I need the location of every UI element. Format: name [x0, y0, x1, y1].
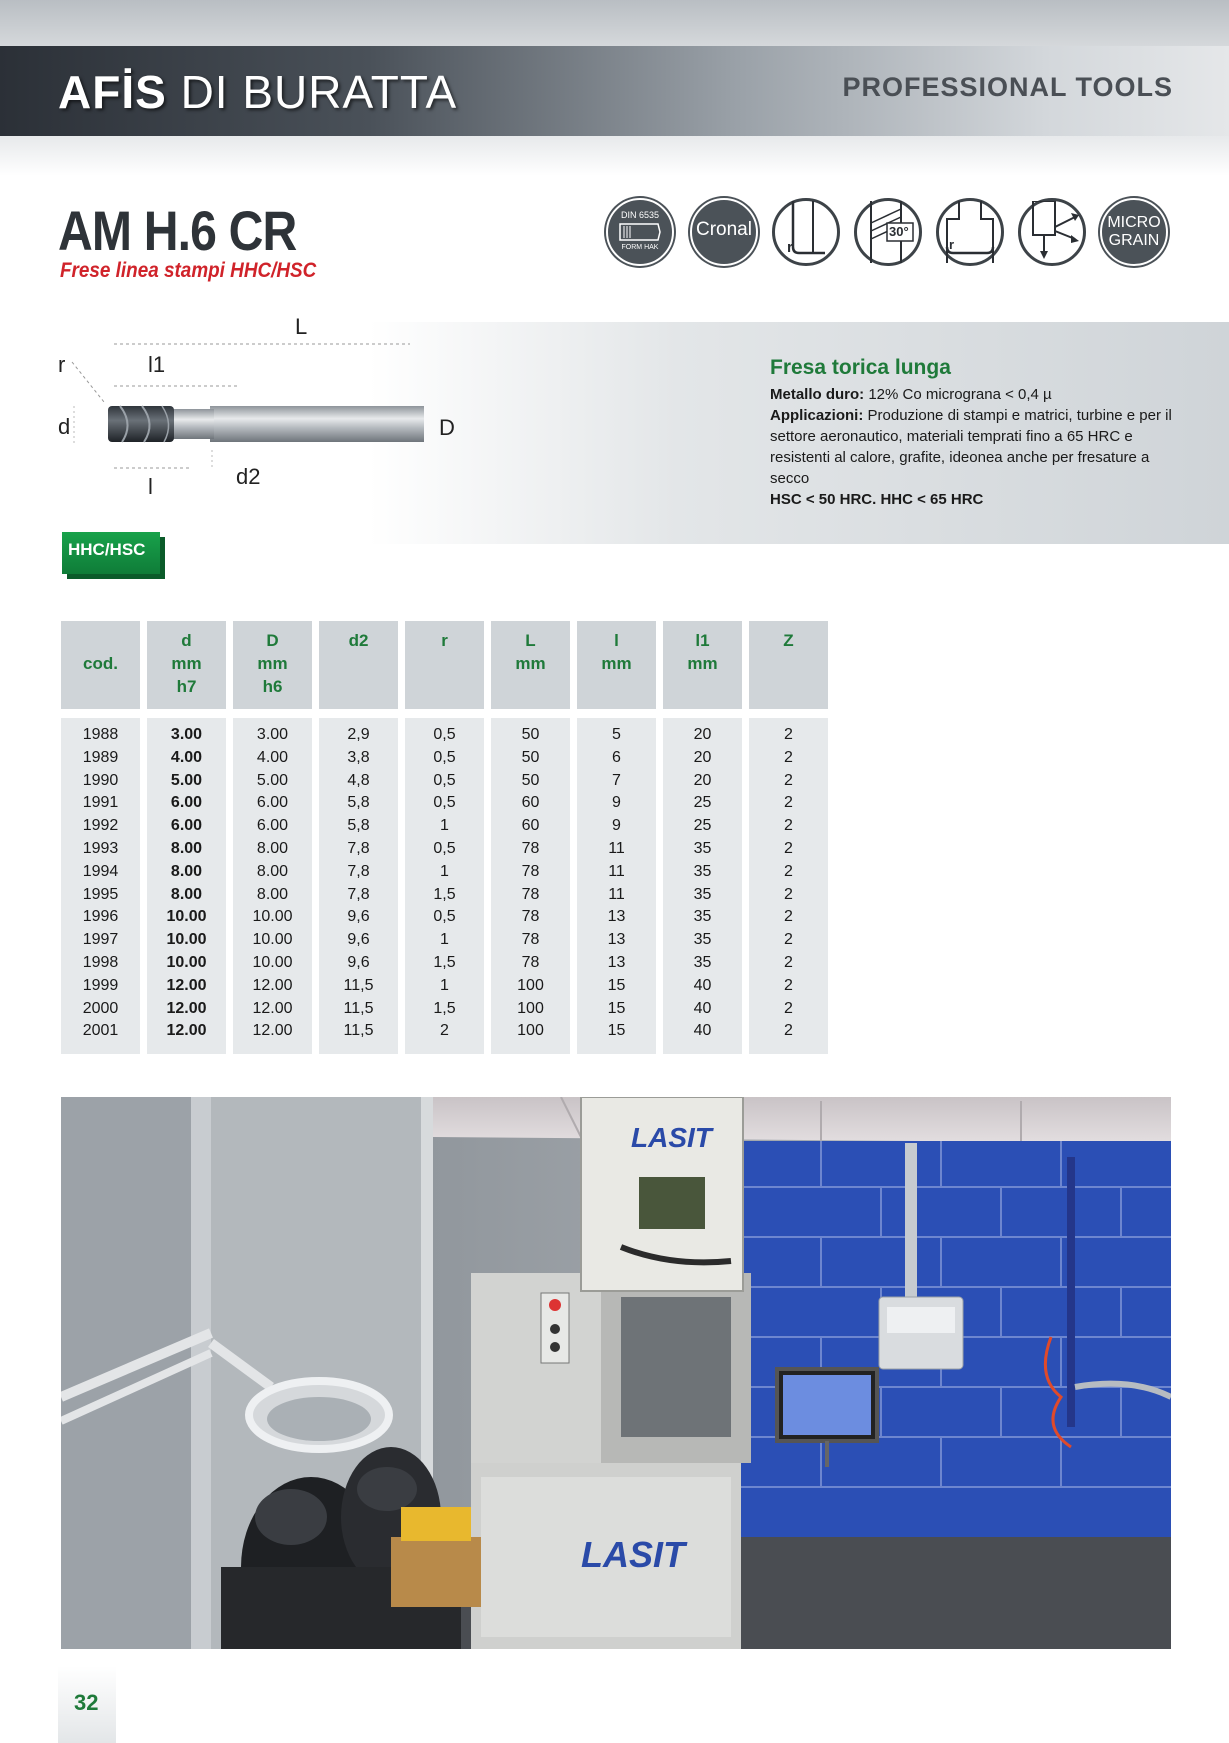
table-cell: 1991 — [82, 794, 119, 812]
column-header-line: cod. — [83, 654, 118, 673]
table-cell: 8.00 — [256, 862, 289, 880]
table-cell: 0,5 — [433, 839, 456, 857]
column-body — [233, 718, 312, 1054]
table-cell: 1992 — [82, 817, 119, 835]
table-cell: 1,5 — [433, 999, 456, 1017]
table-cell: 8.00 — [170, 839, 203, 857]
applications-text: Produzione di stampi e matrici, turbine e per il settore aeronautico, materiali temprati fino a 65 HRC e resistenti al calore, grafite, ideonea anche per fresature a secco — [770, 407, 1172, 487]
table-cell: 1 — [440, 862, 449, 880]
table-cell: 8.00 — [256, 839, 289, 857]
table-cell: 2 — [784, 908, 793, 926]
table-cell: 12.00 — [252, 1022, 293, 1040]
table-cell: 35 — [693, 885, 712, 903]
lasit-lower-logo: LASIT — [581, 1534, 685, 1575]
table-cell: 78 — [521, 862, 540, 880]
table-cell: 7,8 — [347, 885, 370, 903]
dim-d: d — [58, 414, 71, 439]
micrograin-icon — [1100, 198, 1168, 266]
table-cell: 25 — [693, 817, 712, 835]
table-cell: 35 — [693, 953, 712, 971]
column-header-line: l — [614, 631, 619, 650]
column-body — [319, 718, 398, 1054]
table-cell: 100 — [517, 1022, 544, 1040]
table-cell: 1994 — [82, 862, 119, 880]
table-cell: 1999 — [82, 976, 119, 994]
dim-r: r — [58, 352, 66, 377]
radius-shoulder-icon — [936, 198, 1004, 266]
table-cell: 12.00 — [166, 976, 207, 994]
column-header-line: h6 — [262, 677, 283, 696]
table-cell: 2 — [784, 726, 793, 743]
table-cell: 2000 — [82, 999, 119, 1017]
hardness-line — [770, 489, 1180, 510]
product-title: AM H.6 CR — [58, 199, 297, 262]
table-cell: 7,8 — [347, 862, 370, 880]
page-number: 32 — [74, 1690, 99, 1715]
table-cell: 3.00 — [170, 726, 203, 743]
brand-name-rest: DI BURATTA — [180, 66, 458, 118]
helix-30-icon — [854, 198, 922, 266]
table-cell: 1988 — [82, 726, 119, 743]
column-body — [405, 718, 484, 1054]
table-cell: 2 — [784, 953, 793, 971]
table-cell: 15 — [607, 976, 626, 994]
feed-direction-icon — [1018, 198, 1086, 266]
table-cell: 0,5 — [433, 771, 456, 789]
table-cell: 50 — [521, 748, 540, 766]
column-body — [147, 718, 226, 1054]
table-cell: 2 — [784, 976, 793, 994]
laser-marking-machine-image — [61, 1097, 1171, 1649]
table-cell: 2 — [784, 771, 793, 789]
product-subtitle: Frese linea stampi HHC/HSC — [60, 259, 317, 282]
table-cell: 6.00 — [256, 817, 289, 835]
table-cell: 1997 — [82, 931, 119, 949]
table-cell: 60 — [521, 817, 540, 835]
column-header-line: mm — [171, 654, 202, 673]
column-header-line: mm — [687, 654, 718, 673]
table-cell: 9 — [612, 794, 621, 812]
table-cell: 11 — [608, 839, 625, 857]
table-cell: 1990 — [82, 771, 119, 789]
table-cell: 40 — [693, 1022, 712, 1040]
table-cell: 35 — [693, 908, 712, 926]
column-header — [405, 621, 484, 709]
micrograin-line1: MICRO — [1107, 214, 1161, 231]
table-cell: 78 — [521, 885, 540, 903]
column-header — [233, 621, 312, 709]
table-cell: 78 — [521, 839, 540, 857]
column-header — [663, 621, 742, 709]
table-cell: 1998 — [82, 953, 119, 971]
table-cell: 2 — [784, 748, 793, 766]
column-header — [491, 621, 570, 709]
column-header — [577, 621, 656, 709]
table-cell: 2 — [440, 1022, 449, 1040]
table-cell: 7,8 — [347, 839, 370, 857]
table-cell: 11,5 — [343, 999, 374, 1017]
table-cell: 10.00 — [166, 931, 207, 949]
table-cell: 11 — [608, 885, 625, 903]
table-cell: 4,8 — [347, 771, 370, 789]
table-cell: 2,9 — [347, 726, 370, 743]
table-cell: 1 — [440, 976, 449, 994]
table-cell: 13 — [607, 931, 626, 949]
product-description — [770, 356, 1180, 510]
material-line — [770, 384, 1180, 405]
table-cell: 8.00 — [170, 862, 203, 880]
column-header-line: h7 — [176, 677, 197, 696]
table-cell: 11,5 — [343, 976, 374, 994]
table-cell: 0,5 — [433, 726, 456, 743]
table-cell: 8.00 — [256, 885, 289, 903]
table-cell: 11,5 — [343, 1022, 374, 1040]
table-cell: 25 — [693, 794, 712, 812]
column-header-line: D — [266, 631, 279, 650]
column-header-line: r — [441, 631, 448, 650]
table-cell: 7 — [612, 771, 621, 789]
dim-l1: l1 — [148, 352, 166, 377]
column-header-line: L — [525, 631, 536, 650]
column-header — [147, 621, 226, 709]
table-cell: 8.00 — [170, 885, 203, 903]
table-cell: 35 — [693, 839, 712, 857]
shank-shape — [608, 200, 672, 264]
table-cell: 0,5 — [433, 794, 456, 812]
table-cell: 2 — [784, 885, 793, 903]
table-cell: 1,5 — [433, 885, 456, 903]
din-icon-line1: DIN 6535 — [620, 210, 660, 220]
column-body — [663, 718, 742, 1054]
table-cell: 1989 — [82, 748, 119, 766]
applications-label: Applicazioni: — [770, 407, 864, 424]
table-cell: 35 — [693, 862, 712, 880]
table-cell: 6.00 — [256, 794, 289, 812]
lasit-upper-logo: LASIT — [631, 1122, 712, 1153]
table-cell: 10.00 — [166, 908, 207, 926]
cronal-label: Cronal — [696, 219, 752, 240]
cronal-coating-icon — [690, 198, 758, 266]
brand-name-bold: AFİS — [58, 66, 167, 118]
table-cell: 12.00 — [166, 999, 207, 1017]
column-body — [749, 718, 828, 1054]
table-cell: 5,8 — [347, 794, 370, 812]
hardness-text: HSC < 50 HRC. HHC < 65 HRC — [770, 491, 984, 508]
table-cell: 11 — [608, 862, 625, 880]
table-cell: 1995 — [82, 885, 119, 903]
table-cell: 9,6 — [347, 953, 370, 971]
table-cell: 3.00 — [256, 726, 289, 743]
table-cell: 100 — [517, 999, 544, 1017]
table-cell: 20 — [693, 726, 712, 743]
table-cell: 1993 — [82, 839, 119, 857]
table-cell: 6.00 — [170, 817, 203, 835]
table-cell: 2 — [784, 862, 793, 880]
table-cell: 2 — [784, 794, 793, 812]
table-cell: 9 — [612, 817, 621, 835]
table-cell: 10.00 — [166, 953, 207, 971]
table-cell: 10.00 — [252, 931, 293, 949]
table-cell: 20 — [693, 748, 712, 766]
column-body — [61, 718, 140, 1054]
header-top-strip — [0, 0, 1229, 48]
column-header-line: d — [181, 631, 192, 650]
column-header-line: l1 — [695, 631, 710, 650]
column-header-line: mm — [515, 654, 546, 673]
helix-angle-label: 30° — [889, 224, 909, 239]
table-cell: 9,6 — [347, 931, 370, 949]
column-header — [749, 621, 828, 709]
column-body — [491, 718, 570, 1054]
table-cell: 60 — [521, 794, 540, 812]
table-cell: 5 — [612, 726, 621, 743]
table-cell: 4.00 — [170, 748, 203, 766]
workshop-photo — [61, 1097, 1171, 1649]
dim-D: D — [439, 415, 455, 440]
header-tagline: PROFESSIONAL TOOLS — [842, 72, 1173, 102]
table-cell: 78 — [521, 953, 540, 971]
table-cell: 2 — [784, 1022, 793, 1040]
table-cell: 15 — [607, 1022, 626, 1040]
column-header-line: mm — [601, 654, 632, 673]
table-cell: 2 — [784, 839, 793, 857]
table-cell: 40 — [693, 976, 712, 994]
table-cell: 1 — [440, 931, 449, 949]
table-cell: 5.00 — [256, 771, 289, 789]
table-cell: 78 — [521, 908, 540, 926]
corner-radius-icon — [772, 198, 840, 266]
column-header — [61, 621, 140, 709]
corner-radius-label: r — [787, 239, 793, 256]
table-cell: 0,5 — [433, 908, 456, 926]
material-label: Metallo duro: — [770, 386, 865, 403]
header-fade — [0, 136, 1229, 176]
table-cell: 4.00 — [256, 748, 289, 766]
table-cell: 12.00 — [252, 999, 293, 1017]
table-cell: 3,8 — [347, 748, 370, 766]
table-cell: 13 — [607, 953, 626, 971]
table-cell: 2 — [784, 999, 793, 1017]
table-cell: 0,5 — [433, 748, 456, 766]
column-header-line: d2 — [348, 631, 369, 650]
din-6535-icon — [606, 198, 674, 266]
table-cell: 100 — [517, 976, 544, 994]
table-cell: 50 — [521, 726, 540, 743]
table-cell: 6 — [612, 748, 621, 766]
table-cell: 1 — [440, 817, 449, 835]
description-title: Fresa torica lunga — [770, 356, 951, 379]
column-header — [319, 621, 398, 709]
applications-line — [770, 405, 1180, 489]
column-header-line: mm — [257, 654, 288, 673]
column-body — [577, 718, 656, 1054]
micrograin-line2: GRAIN — [1108, 232, 1160, 249]
table-cell: 2 — [784, 931, 793, 949]
dim-d2: d2 — [236, 464, 261, 489]
table-cell: 1,5 — [433, 953, 456, 971]
table-cell: 5.00 — [170, 771, 203, 789]
table-cell: 10.00 — [252, 908, 293, 926]
table-cell: 2001 — [82, 1022, 119, 1040]
table-cell: 12.00 — [252, 976, 293, 994]
table-cell: 5,8 — [347, 817, 370, 835]
brand-logo — [58, 62, 457, 122]
table-cell: 13 — [607, 908, 626, 926]
table-cell: 9,6 — [347, 908, 370, 926]
table-cell: 15 — [607, 999, 626, 1017]
material-text: 12% Co micrograna < 0,4 µ — [868, 386, 1052, 403]
table-cell: 6.00 — [170, 794, 203, 812]
hhc-hsc-badge: HHC/HSC — [62, 532, 160, 574]
din-icon-line2: FORM HAK — [621, 244, 659, 251]
table-cell: 20 — [693, 771, 712, 789]
column-header-line: Z — [783, 631, 794, 650]
dim-L: L — [295, 314, 308, 339]
dim-l: l — [148, 474, 153, 499]
table-cell: 12.00 — [166, 1022, 207, 1040]
table-cell: 40 — [693, 999, 712, 1017]
table-cell: 78 — [521, 931, 540, 949]
table-cell: 10.00 — [252, 953, 293, 971]
table-cell: 35 — [693, 931, 712, 949]
table-cell: 1996 — [82, 908, 119, 926]
shoulder-radius-label: r — [949, 237, 955, 252]
table-cell: 2 — [784, 817, 793, 835]
table-cell: 50 — [521, 771, 540, 789]
